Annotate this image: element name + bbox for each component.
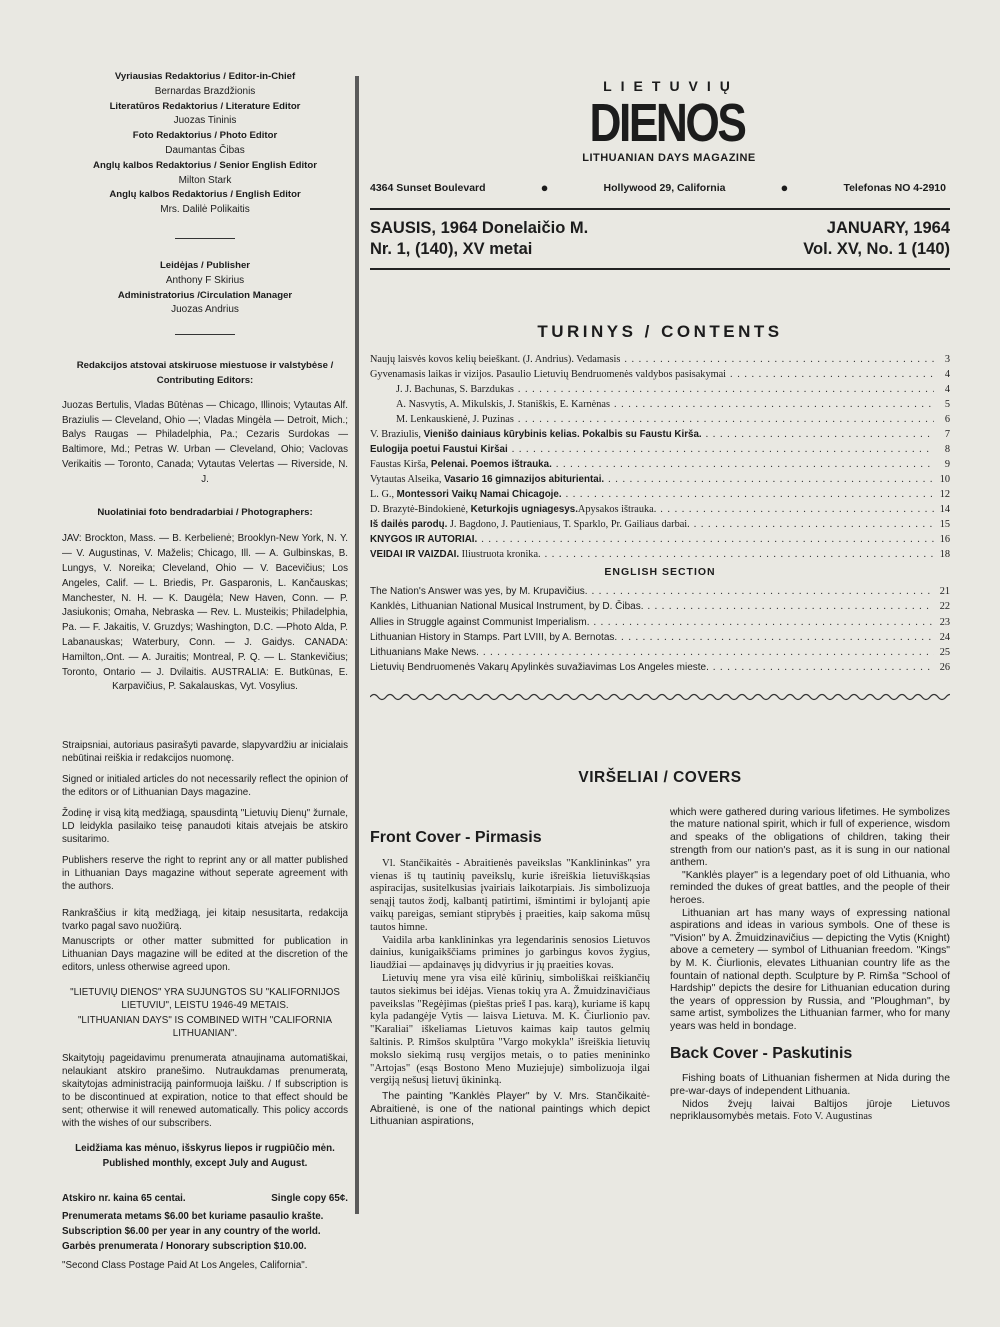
covers-title: VIRŠELIAI / COVERS (578, 768, 742, 786)
toc-entry (370, 532, 950, 547)
issue-en-volume: Vol. XV, No. 1 (140) (803, 240, 950, 258)
toc-entry (370, 615, 950, 630)
staff-role: Leidėjas / Publisher (159, 259, 251, 271)
street-address: 4364 Sunset Boulevard (370, 182, 486, 194)
toc-page-number: 7 (944, 429, 950, 440)
front-cover-lt-paragraph: Vaidila arba kanklininkas yra legendarinis senosios Lietuvos dainius, kunigaikščiams primines jo garbingus kovos žygius, liaudžiai — apdainavęs jų didvyrius ir jų praeities kovas. (370, 933, 650, 972)
toc-entry-bold: Vasario 16 gimnazijos abiturientai. (444, 474, 605, 485)
toc-entry-title (396, 397, 610, 412)
contributing-editors-heading: Redakcijos atstovai atskiruose miestuose ir valstybėse / Contributing Editors: (76, 360, 334, 386)
leader-dots (518, 412, 934, 427)
notice-paragraph: Publishers reserve the right to reprint any or all matter published in Lithuanian Days magazine without seperate agreement with the authors. (62, 855, 348, 893)
staff-role: Vyriausias Redaktorius / Editor-in-Chief (114, 71, 296, 82)
toc-entry (370, 547, 950, 562)
toc-page-number: 15 (939, 519, 950, 530)
toc-entry-text: V. Braziulis, (370, 429, 424, 440)
front-cover-en-paragraph: The painting "Kanklės Player" by V. Mrs. Stančikaitė-Abraitienė, is one of the national paintings which depict Lithuanian aspirations, (370, 1091, 650, 1128)
leader-dots (556, 457, 934, 472)
toc-entry-title (370, 487, 562, 502)
toc-entry-title (396, 382, 514, 397)
toc-entry-text: Kanklės, Lithuanian National Musical Instrument, by D. Čibas. (370, 601, 644, 613)
toc-entry-bold: Eulogija poetui Faustui Kiršai (370, 444, 508, 455)
masthead-super: LIETUVIŲ (603, 78, 739, 94)
divider (175, 238, 235, 239)
toc-entry-title (370, 367, 726, 382)
front-cover-en-paragraph: which were gathered during various lifetimes. He symbolizes the mature national spirit, which ir full of experience, wisdom and speaks of the obligations of children, taking their strength from our nation's past, as it is sung in our national anthem. (670, 806, 950, 869)
phone-number: Telefonas NO 4-2910 (843, 182, 946, 194)
leader-dots (660, 502, 934, 517)
toc-entry (370, 487, 950, 502)
issue-en-date: JANUARY, 1964 (826, 219, 950, 237)
masthead-subtitle: LITHUANIAN DAYS MAGAZINE (582, 152, 756, 164)
issue-info (370, 218, 950, 260)
toc-entry-text: M. Lenkauskienė, J. Puzinas (396, 414, 514, 425)
toc-entry-title (370, 457, 552, 472)
toc-entry-text: A. Nasvytis, A. Mikulskis, J. Staniškis, E. Karnėnas (396, 399, 610, 410)
back-cover-en-paragraph: Fishing boats of Lithuanian fishermen at Nida during the pre-war-days of independent Lithuania. (670, 1073, 950, 1098)
staff-name: Juozas Tininis (173, 115, 237, 127)
toc-entry (370, 457, 950, 472)
staff-entry (62, 70, 348, 100)
staff-name: Juozas Andrius (171, 304, 239, 316)
toc-entry-after: Apysakos ištrauka. (577, 504, 657, 515)
toc-page-number: 12 (939, 489, 950, 500)
toc-entry-title (370, 645, 479, 660)
contributing-editors-text: Juozas Bertulis, Vladas Būtėnas — Chicago, Illinois; Vytautas Alf. Braziulis — Cleveland, Ohio —; Vladas Mingėla — Detroit, Mich.; Balys Raugas — Philadelphia, Pa.; Cezaris Surdokas — Baltimore, Md.; Petras W. Urban — Cleveland, Ohio; Vaclovas Verikaitis — Toronto, Canada; Vytautas Velertas — Riverside, N. J. (62, 399, 348, 485)
staff-name: Mrs. Dalilė Polikaitis (160, 204, 250, 216)
notice-paragraph: Rankraščius ir kitą medžiagą, jei kitaip nesusitarta, redakcija tvarko pagal savo nuožiūrą. (62, 908, 348, 933)
toc-entry-title (370, 502, 656, 517)
photographers-heading: Nuolatiniai foto bendradarbiai / Photographers: (97, 506, 313, 518)
honorary-subscription: Garbės prenumerata / Honorary subscription $10.00. (62, 1241, 307, 1253)
leader-dots (647, 599, 934, 614)
publisher-staff (62, 259, 348, 318)
staff-role: Foto Redaktorius / Photo Editor (132, 130, 278, 142)
front-cover-heading: Front Cover - Pirmasis (370, 828, 542, 846)
masthead (370, 78, 950, 178)
leader-dots (706, 427, 934, 442)
staff-entry (62, 259, 348, 289)
divider (175, 334, 235, 335)
publication-schedule-lt: Leidžiama kas mėnuo, išskyrus liepos ir rugpiūčio mėn. (75, 1143, 335, 1155)
notice-paragraph: Žodinę ir visą kitą medžiagą, spausdintą "Lietuvių Dienų" žurnale, LD leidykla pasilaiko teisę panaudoti kitais atvejais be atskiro susitarimo. (62, 808, 348, 846)
leader-dots (614, 397, 934, 412)
toc-entry-title (370, 442, 508, 457)
issue-lt (370, 218, 588, 260)
toc-page-number: 26 (939, 662, 950, 674)
toc-page-number: 8 (944, 444, 950, 455)
leader-dots (512, 442, 934, 457)
rule (370, 208, 950, 210)
vertical-divider-bar (355, 76, 359, 1214)
leader-dots (713, 660, 934, 675)
toc-entry-title (370, 532, 477, 547)
toc-entry (370, 472, 950, 487)
front-cover-lt-paragraph: Vl. Stančikaitės - Abraitienės paveikslas "Kanklininkas" yra vienas iš tų tautinių paveikslų, kurie išreiškia lietuviškąsias aspiracijas, susitelkusias įvairiais laikotarpiais. Jis simbolizuoja senąjį tautos žodį, kalbantį patirtimi, išmintimi ir bylojantį apie vaikų pareigas, semiant stiprybės į praeities, kaip sakoma mūsų tautos himne. (370, 856, 650, 933)
staff-role: Literatūros Redaktorius / Literature Editor (109, 100, 301, 112)
notice-paragraph: Straipsniai, autoriaus pasirašyti pavarde, slapyvardžiu ar inicialais nebūtinai reiškia ir redakcijos nuomonę. (62, 740, 348, 765)
toc-entry-bold: Pelenai. Poemos ištrauka. (430, 459, 552, 470)
toc-entry-bold: VEIDAI IR VAIZDAI. (370, 549, 460, 560)
photo-credit: Foto V. Augustinas (793, 1111, 873, 1123)
notices (62, 739, 348, 1274)
staff-name: Daumantas Čibas (165, 144, 245, 156)
leader-dots (594, 615, 934, 630)
toc-page-number: 25 (939, 647, 950, 659)
toc-page-number: 10 (939, 474, 950, 485)
staff-name: Bernardas Brazdžionis (154, 85, 256, 97)
staff-role: Anglų kalbos Redaktorius / Senior English Editor (93, 159, 317, 171)
notice-paragraph: Signed or initialed articles do not necessarily reflect the opinion of the editors or of Lithuanian Days magazine. (62, 774, 348, 799)
toc-entry-bold: Montessori Vaikų Namai Chicagoje. (396, 489, 562, 500)
toc-page-number: 6 (944, 414, 950, 425)
subscription-en: Subscription $6.00 per year in any country of the world. (62, 1226, 321, 1238)
toc-entry-text: Naujų laisvės kovos kelių beieškant. (J. Andrius). Vedamasis (370, 354, 621, 365)
toc-entry-bold: KNYGOS IR AUTORIAI. (370, 534, 478, 545)
toc-page-number: 21 (939, 586, 950, 597)
toc-entry-title (370, 472, 604, 487)
back-cover-lt-paragraph (670, 1099, 950, 1124)
toc-entry-title (370, 427, 702, 442)
toc-entry-title (396, 412, 514, 427)
toc-entry-text: Lithuanians Make News. (370, 647, 479, 659)
toc-entry-bold: Keturkojis ugniagesys. (470, 504, 578, 515)
leader-dots (566, 487, 934, 502)
editorial-staff (62, 70, 348, 218)
postage-notice: "Second Class Postage Paid At Los Angeles, California". (62, 1259, 308, 1271)
toc-entry (370, 352, 950, 367)
toc-entry-text: Vytautas Alseika, (370, 474, 445, 485)
single-copy-price (62, 1192, 348, 1207)
toc-entry-title (370, 660, 709, 675)
staff-entry (62, 129, 348, 159)
toc-entry-text: Faustas Kirša, (370, 459, 431, 470)
publication-schedule-en: Published monthly, except July and August. (102, 1157, 308, 1169)
staff-role: Anglų kalbos Redaktorius / English Editor (109, 189, 301, 201)
english-section-heading: ENGLISH SECTION (604, 566, 716, 578)
address-line (370, 182, 950, 194)
contents-title: TURINYS / CONTENTS (537, 322, 783, 341)
toc-entry (370, 382, 950, 397)
bullet-icon: ● (540, 180, 549, 195)
toc-entry (370, 397, 950, 412)
leader-dots (694, 517, 934, 532)
issue-lt-number: Nr. 1, (140), XV metai (370, 240, 533, 258)
toc-entry (370, 630, 950, 645)
leader-dots (483, 645, 934, 660)
leader-dots (481, 532, 934, 547)
leader-dots (621, 630, 934, 645)
staff-entry (62, 188, 348, 218)
toc-entry-title (370, 352, 620, 367)
toc-entry (370, 599, 950, 614)
toc-page-number: 5 (944, 399, 950, 410)
toc-page-number: 24 (939, 631, 950, 643)
city-address: Hollywood 29, California (603, 182, 726, 194)
toc-entry (370, 517, 950, 532)
toc-entry-text: Lithuanian History in Stamps. Part LVIII, by A. Bernotas. (370, 631, 618, 643)
staff-entry (62, 289, 348, 319)
toc-entry (370, 442, 950, 457)
toc-entry (370, 412, 950, 427)
toc-entry-text: Lietuvių Bendruomenės Vakarų Apylinkės suvažiavimas Los Angeles mieste. (370, 662, 709, 674)
toc-page-number: 14 (939, 504, 950, 515)
front-cover-en-paragraph: Lithuanian art has many ways of expressing national aspirations and ideas in various symbols. One of these is "Vision" by A. Žmuidzinavičius — depicting the Vytis (Knight) above a cemetery — symbol of Lithuanian freedom. "Kings" by M. K. Čiurlionis, elevates Lithuanian country life as the fountain of national depth. Sculpture by P. Rimša "School of Hardship" depicts the desire for Lithuanian education during the years of oppression by Russia, and "Ploughman", by same artist, symbolizes the Lithuanian farmer, who for many years was held in bondage. (670, 907, 950, 1032)
right-column (370, 70, 950, 1129)
notice-paragraph: "LITHUANIAN DAYS" IS COMBINED WITH "CALIFORNIA LITHUANIAN". (77, 1015, 333, 1040)
leader-dots (730, 367, 934, 382)
toc-entry (370, 660, 950, 675)
toc-page-number: 4 (944, 369, 950, 380)
toc-entry-title (370, 584, 588, 599)
toc-entry (370, 584, 950, 599)
bullet-icon: ● (780, 180, 789, 195)
toc-entry-title (370, 547, 541, 562)
rule (370, 268, 950, 270)
toc-page-number: 16 (939, 534, 950, 545)
toc-page-number: 9 (944, 459, 950, 470)
subscription-lt: Prenumerata metams $6.00 bet kuriame pasaulio krašte. (62, 1211, 324, 1223)
toc-entry (370, 427, 950, 442)
toc-entry-after: Iliustruota kronika. (459, 549, 541, 560)
toc-page-number: 22 (939, 601, 950, 613)
toc-entry-text: Gyvenamasis laikas ir vizijos. Pasaulio Lietuvių Bendruomenės valdybos pasisakymai (370, 369, 727, 380)
back-cover-lt-text: Nidos žvejų laivai Baltijos jūroje Lietuvos nepriklausomybės metais. (670, 1098, 950, 1123)
back-cover-heading: Back Cover - Paskutinis (670, 1045, 853, 1063)
toc-entry-text: The Nation's Answer was yes, by M. Krupavičius. (370, 586, 588, 597)
table-of-contents (370, 352, 950, 562)
covers-columns (370, 807, 950, 1129)
toc-entry-title (370, 599, 643, 614)
toc-entry (370, 367, 950, 382)
front-cover-en-paragraph: "Kanklės player" is a legendary poet of old Lithuania, who reminded the dukes of great battles, and the people of their heroes. (670, 869, 950, 906)
toc-entry-text: L. G., (370, 489, 397, 500)
toc-entry-bold: Iš dailės parodų. (370, 519, 448, 530)
english-contents (370, 584, 950, 676)
covers-left-column (370, 807, 650, 1129)
staff-entry (62, 100, 348, 130)
toc-entry-title (370, 517, 690, 532)
staff-entry (62, 159, 348, 189)
toc-entry-title (370, 630, 617, 645)
front-cover-lt-paragraph: Lietuvių mene yra visa eilė kūrinių, simboliškai reiškiančių tautos siekimus bei idėjas. Vienas tokių yra A. Žmuidzinavičiaus paveikslas "Regėjimas (pieštas prieš I pas. karą), kuriame iš kapų kyla padangėje Vytis — laisva Lietuva. M. K. Čiurlionio pav. "Karaliai" iškeliamas Lietuvos kaimas kaip tautos gelmių šaltinis. P. Rimšos skulptūra "Vargo mokykla" išreiškia lietuvių mokslo siekimą rusų vergijos metais, o to paties menininko "Artojas" (esąs Bostono Meno Muziejuje) simbolizuoja ilgai vergiją nešusį lietuvį ūkininką. (370, 971, 650, 1087)
staff-name: Milton Stark (178, 174, 232, 186)
toc-page-number: 23 (939, 616, 950, 628)
price-lt: Atskiro nr. kaina 65 centai. (62, 1192, 186, 1204)
toc-entry-bold: Vienišo dainiaus kūrybinis kelias. Pokalbis su Faustu Kirša. (423, 429, 702, 440)
toc-entry-title (370, 615, 590, 630)
notice-paragraph: Manuscripts or other matter submitted for publication in Lithuanian Days magazine will be edited at the discretion of the editors, unless otherwise agreed upon. (62, 936, 348, 974)
notice-paragraph: "LIETUVIŲ DIENOS" YRA SUJUNGTOS SU "KALIFORNIJOS LIETUVIU", LEISTU 1946-49 METAIS. (70, 987, 340, 1012)
issue-lt-date: SAUSIS, 1964 Donelaičio M. (370, 219, 589, 237)
wavy-divider (370, 690, 950, 704)
staff-role: Administratorius /Circulation Manager (117, 289, 293, 301)
leader-dots (608, 472, 934, 487)
photographers-text: JAV: Brockton, Mass. — B. Kerbelienė; Brooklyn-New York, N. Y. — V. Augustinas, V. Maželis; Chicago, Ill. — A. Gulbinskas, B. Lungys, V. Noreika; Cleveland, Ohio — V. Bacevičius; Los Angeles, Calif. — L. Briedis, Pr. Gasparonis, L. Kančauskas; Manchester, N. H. — K. Daugėla; New Haven, Conn. — P. Jasiukonis; Omaha, Nebraska — Rev. L. Musteikis; Philadelphia, Pa. — F. Jakaitis, V. Gruzdys; Washington, D.C. —Photo Alda, P. Labanauskas; Waterbury, Conn. — J. Gaidys. CANADA: Hamilton,.Ont. — A. Juraitis; Montreal, P. Q. — L. Stankevičius; Toronto, Ontario — J. Dvilaitis. AUSTRALIA: E. Butkūnas, E. Karpavičius, P. Sakalauskas, Vyt. Vosylius. (62, 533, 348, 693)
staff-name: Anthony F Skirius (165, 274, 245, 286)
covers-right-column (670, 807, 950, 1129)
left-column (62, 70, 348, 1274)
toc-page-number: 18 (939, 549, 950, 560)
toc-entry-after: J. Bagdono, J. Pautieniaus, T. Sparklo, Pr. Gailiaus darbai. (447, 519, 690, 530)
toc-entry (370, 645, 950, 660)
leader-dots (545, 547, 934, 562)
toc-page-number: 3 (944, 354, 950, 365)
toc-entry-text: J. J. Bachunas, S. Barzdukas (396, 384, 514, 395)
masthead-title: DIENOS (589, 93, 745, 153)
leader-dots (518, 382, 934, 397)
leader-dots (624, 352, 934, 367)
notice-paragraph: Skaitytojų pageidavimu prenumerata atnaujinama automatiškai, nelaukiant atskiro pranešimo. Nutraukdamas prenumeratą, skaitytojas administraciją painformuoja laišku. / If subscription is to be discontinued at expiration, notice to that effect should be sent; otherwise it will renewed automatically. This policy accords with the wishes of our subscribers. (62, 1053, 348, 1130)
toc-page-number: 4 (944, 384, 950, 395)
issue-en (803, 218, 950, 260)
price-en: Single copy 65¢. (271, 1192, 348, 1204)
toc-entry-text: D. Brazytė-Bindokienė, (370, 504, 471, 515)
leader-dots (592, 584, 934, 599)
toc-entry (370, 502, 950, 517)
toc-entry-text: Allies in Struggle against Communist Imperialism. (370, 616, 590, 628)
